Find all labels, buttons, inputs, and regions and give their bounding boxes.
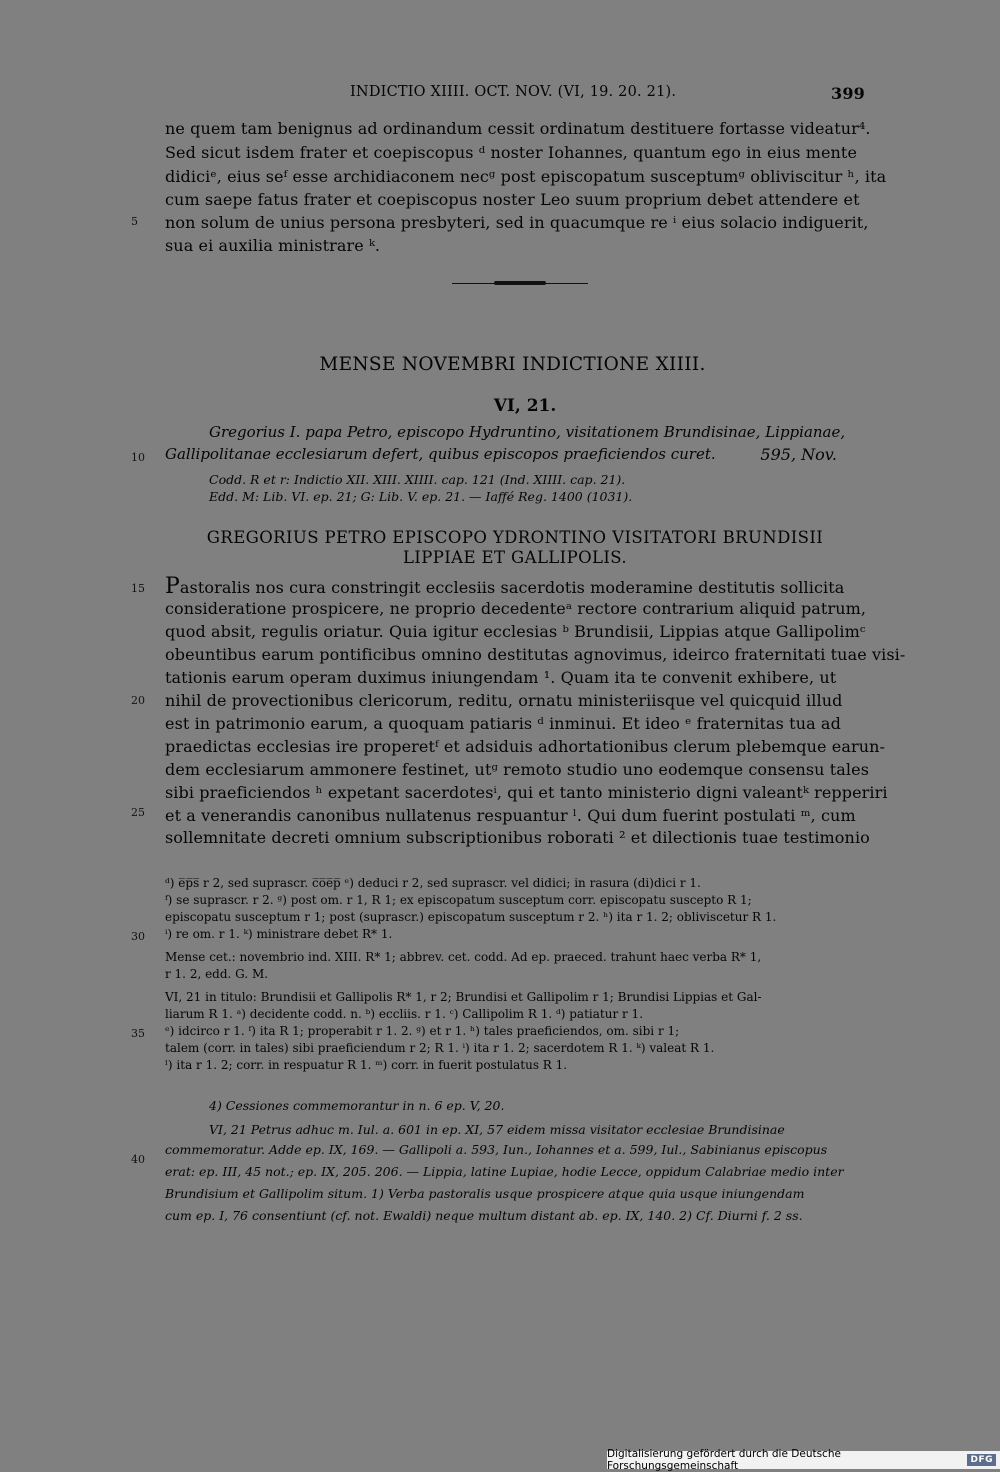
text-line: quod absit, regulis oriatur. Quia igitur ecclesias ᵇ Brundisii, Lippias atque Gallipolimᶜ bbox=[165, 622, 866, 641]
line-number: 5 bbox=[131, 215, 138, 228]
month-heading: MENSE NOVEMBRI INDICTIONE XIIII. bbox=[319, 354, 706, 375]
text-line: didiciᵉ, eius seᶠ esse archidiaconem necᵍ post episcopatum susceptumᵍ obliviscitur ʰ, ita bbox=[165, 167, 887, 186]
apparatus-line: ᵈ) e̅p̅s̅ r 2, sed suprascr. c̅o̅e̅p̅ ᵉ) deduci r 2, sed suprascr. vel didici; in rasura (di)dici r 1. bbox=[165, 876, 701, 890]
apparatus-line: VI, 21 in titulo: Brundisii et Gallipolis R* 1, r 2; Brundisi et Gallipolim r 1; Brundisi Lippias et Gal- bbox=[165, 990, 762, 1004]
drop-cap: P bbox=[165, 574, 180, 599]
footer-text: Digitalisierung gefördert durch die Deutsche Forschungsgemeinschaft bbox=[607, 1448, 841, 1472]
text-line: ne quem tam benignus ad ordinandum cessit ordinatum destituere fortasse videatur⁴. bbox=[165, 119, 871, 138]
line-number: 10 bbox=[131, 451, 145, 464]
text-line: Sed sicut isdem frater et coepiscopus ᵈ noster Iohannes, quantum ego in eius mente bbox=[165, 143, 858, 162]
codd-line: Edd. M: Lib. VI. ep. 21; G: Lib. V. ep. 21. — Iaffé Reg. 1400 (1031). bbox=[209, 489, 633, 504]
commentary-line: cum ep. I, 76 consentiunt (cf. not. Ewaldi) neque multum distant ab. ep. IX, 140. 2) Cf. Diurni f. 2 ss. bbox=[165, 1208, 803, 1223]
apparatus-line: ⁱ) re om. r 1. ᵏ) ministrare debet R* 1. bbox=[165, 927, 393, 941]
letter-title-line: LIPPIAE ET GALLIPOLIS. bbox=[402, 548, 628, 567]
digitization-footer bbox=[607, 1448, 1000, 1472]
running-head-title: INDICTIO XIIII. OCT. NOV. (VI, 19. 20. 21). bbox=[350, 84, 677, 100]
summary-date: 595, Nov. bbox=[760, 445, 837, 464]
apparatus-line: ˡ) ita r 1. 2; corr. in respuatur R 1. ᵐ) corr. in fuerit postulatus R 1. bbox=[165, 1058, 568, 1072]
apparatus-line: ᶠ) se suprascr. r 2. ᵍ) post om. r 1, R 1; ex episcopatum susceptum corr. episcopatu suscepto R 1; bbox=[165, 893, 752, 907]
apparatus-line: Mense cet.: novembrio ind. XIII. R* 1; abbrev. cet. codd. Ad ep. praeced. trahunt haec verba R* 1, bbox=[165, 950, 762, 964]
summary-line: Gallipolitanae ecclesiarum defert, quibus episcopos praeficiendos curet. bbox=[165, 445, 716, 463]
text-line: tationis earum operam duximus iniungendam ¹. Quam ita te convenit exhibere, ut bbox=[165, 668, 837, 687]
apparatus-line: liarum R 1. ᵃ) decidente codd. n. ᵇ) eccliis. r 1. ᶜ) Callipolim R 1. ᵈ) patiatur r 1. bbox=[165, 1007, 644, 1021]
line-number: 15 bbox=[131, 582, 145, 595]
commentary-line: 4) Cessiones commemorantur in n. 6 ep. V, 20. bbox=[209, 1098, 505, 1113]
commentary-line: VI, 21 Petrus adhuc m. Iul. a. 601 in ep. XI, 57 eidem missa visitator ecclesiae Brundisinae bbox=[209, 1122, 785, 1137]
commentary-line: erat: ep. III, 45 not.; ep. IX, 205. 206. — Lippia, latine Lupiae, hodie Lecce, oppidum Calabriae medio inter bbox=[165, 1164, 844, 1179]
line-number: 35 bbox=[131, 1027, 145, 1040]
text-line: sollemnitate decreti omnium subscriptionibus roborati ² et dilectionis tuae testimonio bbox=[165, 828, 870, 847]
text-line: est in patrimonio earum, a quoquam patiaris ᵈ inminui. Et ideo ᵉ fraternitas tua ad bbox=[165, 714, 841, 733]
apparatus-line: talem (corr. in tales) sibi praeficiendum r 2; R 1. ⁱ) ita r 1. 2; sacerdotem R 1. ᵏ) valeat R 1. bbox=[165, 1041, 715, 1055]
text-line: non solum de unius persona presbyteri, sed in quacumque re ⁱ eius solacio indiguerit, bbox=[165, 213, 869, 232]
page-number: 399 bbox=[831, 84, 865, 103]
text-line: obeuntibus earum pontificibus omnino destitutas agnovimus, ideirco fraternitati tuae visi- bbox=[165, 645, 906, 664]
letter-number: VI, 21. bbox=[493, 396, 557, 416]
summary-line: Gregorius I. papa Petro, episcopo Hydruntino, visitationem Brundisinae, Lippianae, bbox=[209, 423, 846, 441]
dfg-logo-icon: DFG bbox=[967, 1454, 996, 1466]
text-line: cum saepe fatus frater et coepiscopus noster Leo suum proprium debet attendere et bbox=[165, 190, 860, 209]
text-line: dem ecclesiarum ammonere festinet, utᵍ remoto studio uno eodemque consensu tales bbox=[165, 760, 870, 779]
codd-line: Codd. R et r: Indictio XII. XIII. XIIII. cap. 121 (Ind. XIIII. cap. 21). bbox=[209, 472, 626, 487]
apparatus-line: ᵉ) idcirco r 1. ᶠ) ita R 1; properabit r 1. 2. ᵍ) et r 1. ʰ) tales praeficiendos, om. sibi r 1; bbox=[165, 1024, 680, 1038]
text-line: sua ei auxilia ministrare ᵏ. bbox=[165, 236, 381, 255]
text-line: et a venerandis canonibus nullatenus respuantur ˡ. Qui dum fuerint postulati ᵐ, cum bbox=[165, 806, 856, 825]
text-line: consideratione prospicere, ne proprio decedenteᵃ rectore contrarium aliquid patrum, bbox=[165, 599, 867, 618]
section-divider bbox=[452, 283, 588, 284]
text-line: astoralis nos cura constringit ecclesiis sacerdotis moderamine destitutis sollicita bbox=[179, 578, 845, 597]
line-number: 30 bbox=[131, 930, 145, 943]
apparatus-line: episcopatu susceptum r 1; post (suprascr.) episcopatum susceptum r 2. ʰ) ita r 1. 2; obliviscetur R 1. bbox=[165, 910, 777, 924]
line-number: 25 bbox=[131, 806, 145, 819]
apparatus-line: r 1. 2, edd. G. M. bbox=[165, 967, 269, 981]
text-line: praedictas ecclesias ire properetᶠ et adsiduis adhortationibus clerum plebemque earun- bbox=[165, 737, 886, 756]
commentary-line: Brundisium et Gallipolim situm. 1) Verba pastoralis usque prospicere atque quia usque iniungendam bbox=[165, 1186, 805, 1201]
line-number: 20 bbox=[131, 694, 145, 707]
line-number: 40 bbox=[131, 1153, 145, 1166]
letter-title-line: GREGORIUS PETRO EPISCOPO YDRONTINO VISITATORI BRUNDISII bbox=[206, 528, 824, 547]
text-line: nihil de provectionibus clericorum, reditu, ornatu ministeriisque vel quicquid illud bbox=[165, 691, 843, 710]
commentary-line: commemoratur. Adde ep. IX, 169. — Gallipoli a. 593, Iun., Iohannes et a. 599, Iul., Sabinianus episcopus bbox=[165, 1142, 828, 1157]
text-line: sibi praeficiendos ʰ expetant sacerdotesⁱ, qui et tanto ministerio digni valeantᵏ repperiri bbox=[165, 783, 888, 802]
